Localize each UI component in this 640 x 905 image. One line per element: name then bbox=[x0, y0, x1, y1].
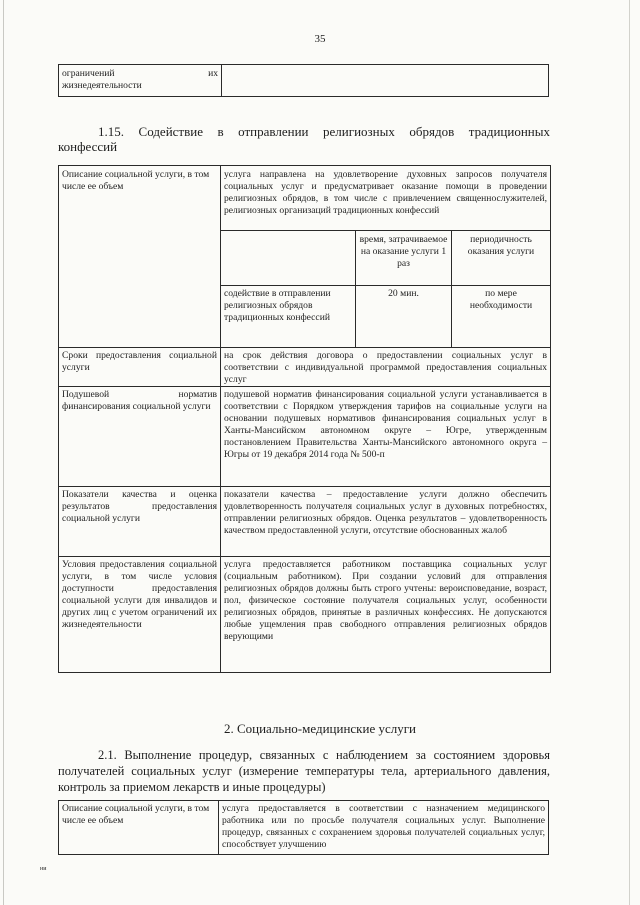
header-frequency: периодичность оказания услуги bbox=[452, 231, 551, 286]
section-2-1-table bbox=[58, 800, 549, 855]
conditions-label: Условия предоставления социальной услуги, в том числе условия доступности предоставления социальной услуги для инвалидов и других лиц с учетом ограничений их жизнедеятельности bbox=[59, 557, 221, 673]
terms-label: Сроки предоставления социальной услуги bbox=[59, 348, 221, 387]
row-funding bbox=[59, 387, 551, 487]
section-1-15-table bbox=[58, 165, 551, 673]
section-1-15-heading-line2: конфессий bbox=[58, 139, 118, 154]
top-continuation-table bbox=[58, 64, 549, 97]
footnote-mark: ни bbox=[40, 866, 47, 872]
funding-label: Подушевой норматив финансирования социальной услуги bbox=[59, 387, 221, 487]
top-table-label bbox=[59, 65, 222, 97]
description-text: услуга направлена на удовлетворение духовных запросов получателя социальных услуг и предусматривает оказание помощи в проведении религиозных обрядов, в том числе с привлечением священнослужителей, религиозных организаций традиционных конфессий bbox=[224, 169, 547, 216]
page-number: 35 bbox=[314, 33, 326, 45]
row-quality bbox=[59, 487, 551, 557]
row-conditions bbox=[59, 557, 551, 673]
funding-text: подушевой норматив финансирования социальной услуги устанавливается в соответствии с Порядком утверждения тарифов на социальные услуги на основании подушевых нормативов финансирования социальных услуг в Ханты-Мансийском автономном округе – Югре, утвержденным постановлением Правительства Ханты-Мансийского автономного округа – Югры от 19 декабря 2014 года № 500-п bbox=[221, 387, 551, 487]
time-value: 20 мин. bbox=[356, 286, 452, 348]
header-time-spent: время, затрачиваемое на оказание услуги 1 раз bbox=[356, 231, 452, 286]
service-name-cell: содействие в отправлении религиозных обрядов традиционных конфессий bbox=[221, 286, 356, 348]
row-terms bbox=[59, 348, 551, 387]
frequency-value: по мере необходимости bbox=[452, 286, 551, 348]
section-2-heading: 2. Социально-медицинские услуги bbox=[223, 721, 417, 736]
top-table-empty-cell bbox=[222, 65, 549, 97]
conditions-text: услуга предоставляется работником поставщика социальных услуг (социальным работником). При создании условий для отправления религиозных обрядов должны быть строго учтены: вероисповедание, возраст, пол, физическое состояние получателя социальных услуг, особенности религиозных обрядов, принятые в различных конфессиях. Не допускаются любые ущемления прав свободного отправления религиозных обрядов верующими bbox=[221, 557, 551, 673]
scan-edge-left bbox=[3, 0, 4, 905]
label-restrictions: ограничений bbox=[62, 68, 115, 79]
row-description bbox=[59, 166, 551, 348]
section-1-15-heading-line1: 1.15. Содействие в отправлении религиозных обрядов традиционных bbox=[98, 124, 550, 139]
inner-empty-cell bbox=[221, 231, 356, 286]
section-2-1-description-text: услуга предоставляется в соответствии с назначением медицинского работника или по просьбе получателя социальных услуг. Выполнение процедур, связанных с сохранением здоровья получателей социальных услуг, способствует улучшению bbox=[219, 801, 549, 855]
section-2-1-description-label: Описание социальной услуги, в том числе ее объем bbox=[59, 801, 219, 855]
scan-edge-right bbox=[629, 0, 630, 905]
terms-text: на срок действия договора о предоставлении социальных услуг в соответствии с индивидуальной программой предоставления социальных услуг bbox=[221, 348, 551, 387]
quality-text: показатели качества – предоставление услуги должно обеспечить удовлетворенность получателя социальных услуг в духовных потребностях, отправлении религиозных обрядов. Оценка результатов – удовлетворенность качеством предоставленной услуги, отсутствие обоснованных жалоб bbox=[221, 487, 551, 557]
description-cell bbox=[221, 166, 551, 348]
section-1-15-heading bbox=[58, 124, 550, 154]
description-label: Описание социальной услуги, в том числе ее объем bbox=[59, 166, 221, 348]
section-2-1-paragraph: 2.1. Выполнение процедур, связанных с наблюдением за состоянием здоровья получателей социальных услуг (измерение температуры тела, артериального давления, контроль за приемом лекарств и иные процедуры) bbox=[58, 748, 550, 794]
label-their: их bbox=[208, 68, 218, 79]
description-inner-table bbox=[220, 230, 551, 348]
label-life-activity: жизнедеятельности bbox=[62, 80, 142, 91]
quality-label: Показатели качества и оценка результатов предоставления социальной услуги bbox=[59, 487, 221, 557]
